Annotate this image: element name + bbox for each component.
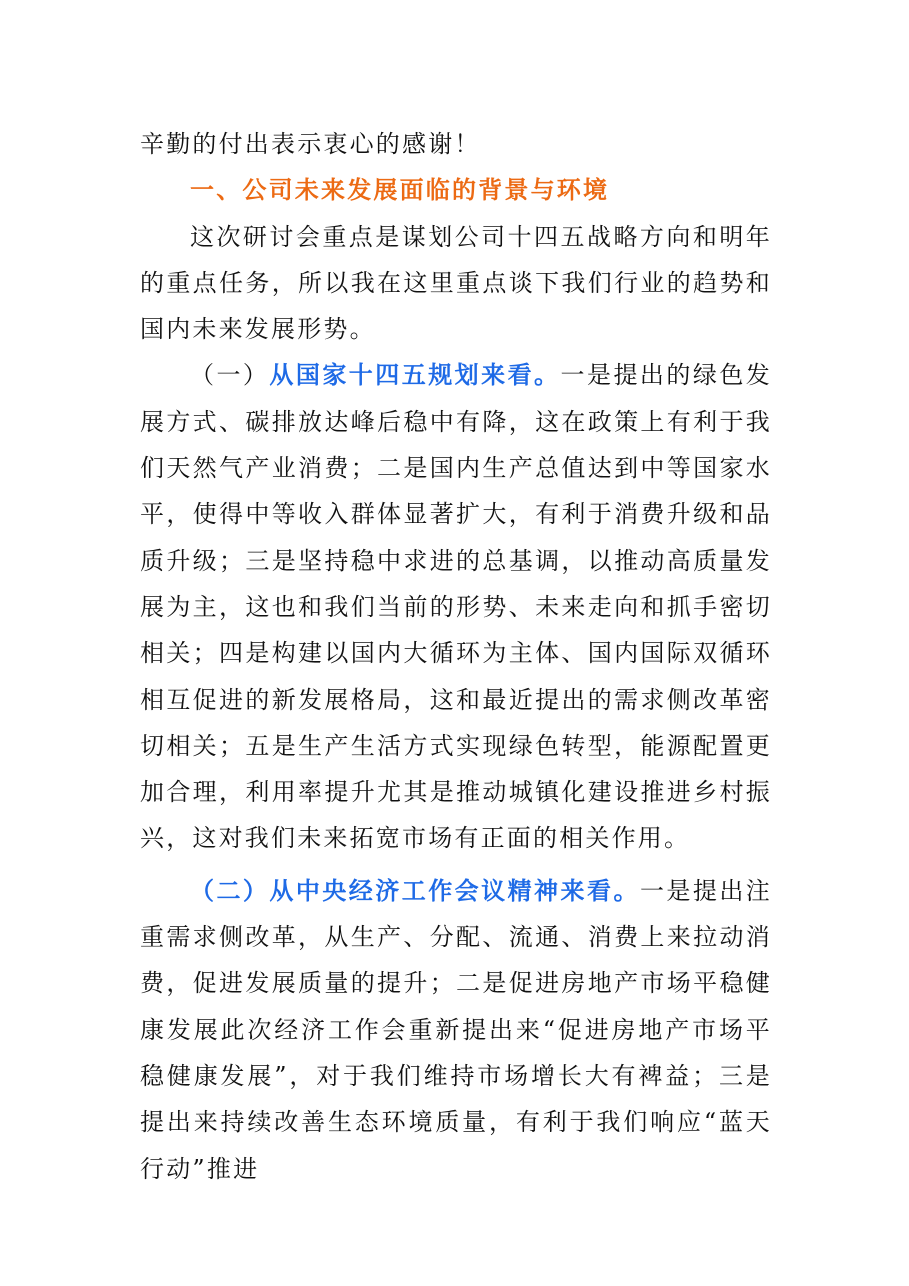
subsection-1-title: 从国家十四五规划来看。 <box>269 361 561 390</box>
subsection-2-body: 一是提出注重需求侧改革，从生产、分配、流通、消费上来拉动消费，促进发展质量的提升；二是促进房地产市场平稳健康发展此次经济工作会重新提出来“促进房地产市场平稳健康发展”，对于我们维持市场增长大有裨益；三是提出来持续改善生态环境质量，有利于我们响应“蓝天行动”推进 <box>140 876 773 1183</box>
subsection-1-number: （一） <box>190 361 270 390</box>
subsection-2-title: （二）从中央经济工作会议精神来看。 <box>190 876 640 905</box>
paragraph-subsection-1 <box>140 352 772 861</box>
paragraph-intro: 这次研讨会重点是谋划公司十四五战略方向和明年的重点任务，所以我在这里重点谈下我们行业的趋势和国内未来发展形势。 <box>140 222 772 344</box>
document-body <box>140 121 772 1192</box>
paragraph-closing-thanks: 辛勤的付出表示衷心的感谢！ <box>140 130 481 158</box>
section-heading-1: 一、公司未来发展面临的背景与环境 <box>190 176 610 205</box>
subsection-1-body: 一是提出的绿色发展方式、碳排放达峰后稳中有降，这在政策上有利于我们天然气产业消费；二是国内生产总值达到中等国家水平，使得中等收入群体显著扩大，有利于消费升级和品质升级；三是坚持稳中求进的总基调，以推动高质量发展为主，这也和我们当前的形势、未来走向和抓手密切相关；四是构建以国内大循环为主体、国内国际双循环相互促进的新发展格局，这和最近提出的需求侧改革密切相关；五是生产生活方式实现绿色转型，能源配置更加合理，利用率提升尤其是推动城镇化建设推进乡村振兴，这对我们未来拓宽市场有正面的相关作用。 <box>140 361 772 853</box>
paragraph-subsection-2 <box>140 868 772 1192</box>
